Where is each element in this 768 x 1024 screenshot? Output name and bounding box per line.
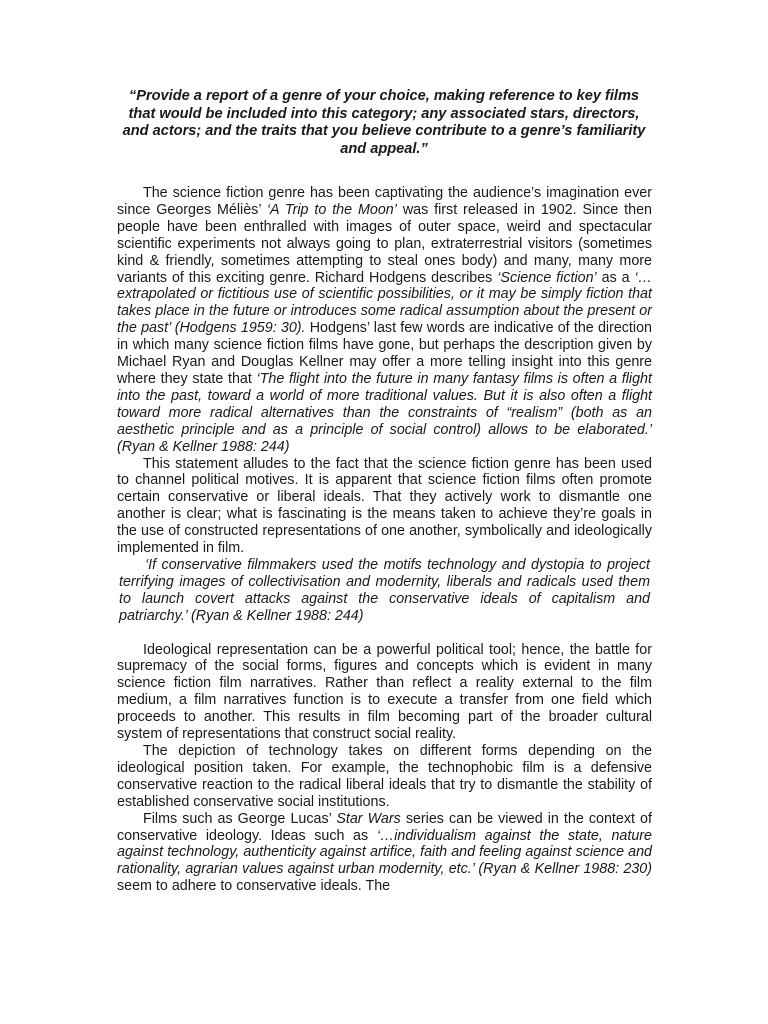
p1-text-3: as a xyxy=(596,269,635,286)
paragraph-5 xyxy=(117,811,652,896)
p1-quote-ryan-kellner: ‘The flight into the future in many fantasy films is often a flight into the past, toward a world of more traditional values. But it is also often a flight toward more radical alternatives than the constraints of “realism” (both as an aesthetic principle and as a principle of social control) allows to be elaborated.’ (Ryan & Kellner 1988: 244) xyxy=(117,370,652,455)
paragraph-3: Ideological representation can be a powerful political tool; hence, the battle for supremacy of the social forms, figures and concepts which is evident in many science fiction film narratives. Rather than reflect a reality external to the film medium, a film narratives function is to execute a transfer from one field which proceeds to another. This results in film becoming part of the broader cultural system of representations that construct social reality. xyxy=(117,641,652,743)
p5-quote: ‘…individualism against the state, nature against technology, authenticity against artifice, faith and feeling against science and rationality, agrarian values against urban modernity, etc.’ (Ryan & Kellner 1988: 230) xyxy=(117,827,652,878)
p1-term: ‘Science fiction’ xyxy=(497,269,597,286)
p5-text-1: Films such as George Lucas’ xyxy=(143,810,337,827)
essay-body xyxy=(117,185,652,895)
paragraph-2: This statement alludes to the fact that the science fiction genre has been used to channel political motives. It is apparent that science fiction films often promote certain conservative or liberal ideals. That they actively work to dismantle one another is clear; what is fascinating is the means taken to achieve they’re goals in the use of constructed representations of one another, symbolically and ideologically implemented in film. xyxy=(117,455,652,557)
p1-text-1: The science fiction genre has been captivating the audience’s imagination ever since Georges Méliès’ xyxy=(117,185,652,218)
p1-text-4: Hodgens’ last few words are indicative of the direction in which many science fiction films have gone, but perhaps the description given by Michael Ryan and Douglas Kellner may offer a more telling insight into this genre where they state that xyxy=(117,320,652,387)
p5-text-2: series can be viewed in the context of conservative ideology. Ideas such as xyxy=(117,810,652,844)
p5-text-3: seem to adhere to conservative ideals. The xyxy=(117,878,391,895)
paragraph-1 xyxy=(117,185,652,456)
p5-film-title: Star Wars xyxy=(336,810,401,827)
paragraph-4: The depiction of technology takes on different forms depending on the ideological position taken. For example, the technophobic film is a defensive conservative reaction to the radical liberal ideals that try to dismantle the stability of established conservative social institutions. xyxy=(117,743,652,810)
p1-quote-hodgens: ‘…extrapolated or fictitious use of scientific possibilities, or it may be simply fiction that takes place in the future or introduces some radical assumption about the present or the past’ (Hodgens 1959: 30). xyxy=(117,269,652,337)
essay-question-title: “Provide a report of a genre of your choice, making reference to key films that would be included into this category; any associated stars, directors, and actors; and the traits that you believe contribute to a genre’s familiarity and appeal.” xyxy=(122,88,646,157)
p1-film-title: ‘A Trip to the Moon’ xyxy=(266,201,397,218)
p1-text-2: was first released in 1902. Since then people have been enthralled with images of outer space, weird and spectacular scientific experiments not always going to plan, extraterrestrial visitors (sometimes kind & friendly, sometimes attempting to steal ones body) and many, many more variants of this exciting genre. Richard Hodgens describes xyxy=(117,201,652,286)
block-quote: ‘If conservative filmmakers used the motifs technology and dystopia to project terrifying images of collectivisation and modernity, liberals and radicals used them to launch covert attacks against the conservative ideals of capitalism and patriarchy.’ (Ryan & Kellner 1988: 244) xyxy=(119,556,650,624)
